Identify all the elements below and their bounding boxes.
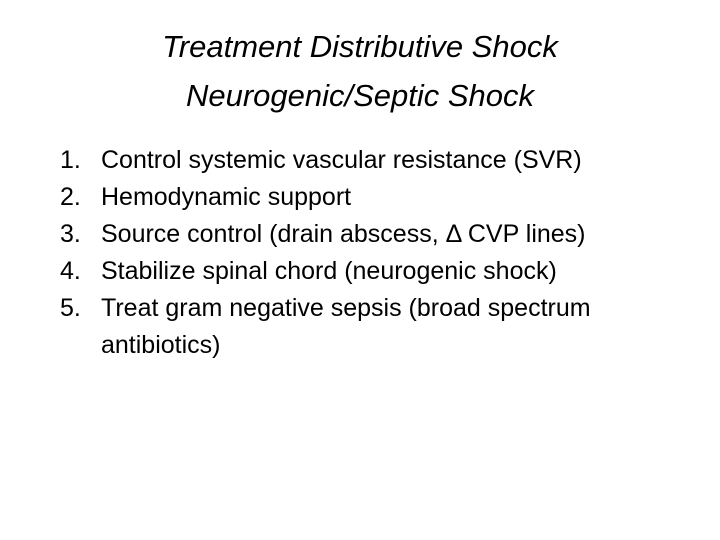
item-text: Source control (drain abscess, Δ CVP lines) xyxy=(101,220,586,248)
item-number: 1. xyxy=(60,146,81,174)
list-item xyxy=(60,290,680,364)
item-number: 5. xyxy=(60,294,81,322)
item-text: Control systemic vascular resistance (SVR) xyxy=(101,146,582,174)
list-item xyxy=(60,253,680,290)
treatment-list xyxy=(60,142,680,364)
title-line-1: Treatment Distributive Shock xyxy=(162,29,558,64)
item-text: Treat gram negative sepsis (broad spectrum antibiotics) xyxy=(101,294,591,359)
list-item xyxy=(60,142,680,179)
item-text: Stabilize spinal chord (neurogenic shock) xyxy=(101,257,557,285)
item-number: 4. xyxy=(60,257,81,285)
list-item xyxy=(60,216,680,253)
list-item xyxy=(60,179,680,216)
slide-title xyxy=(0,22,720,120)
item-text: Hemodynamic support xyxy=(101,183,352,211)
item-number: 2. xyxy=(60,183,81,211)
title-line-2: Neurogenic/Septic Shock xyxy=(185,78,535,113)
item-number: 3. xyxy=(60,220,81,248)
